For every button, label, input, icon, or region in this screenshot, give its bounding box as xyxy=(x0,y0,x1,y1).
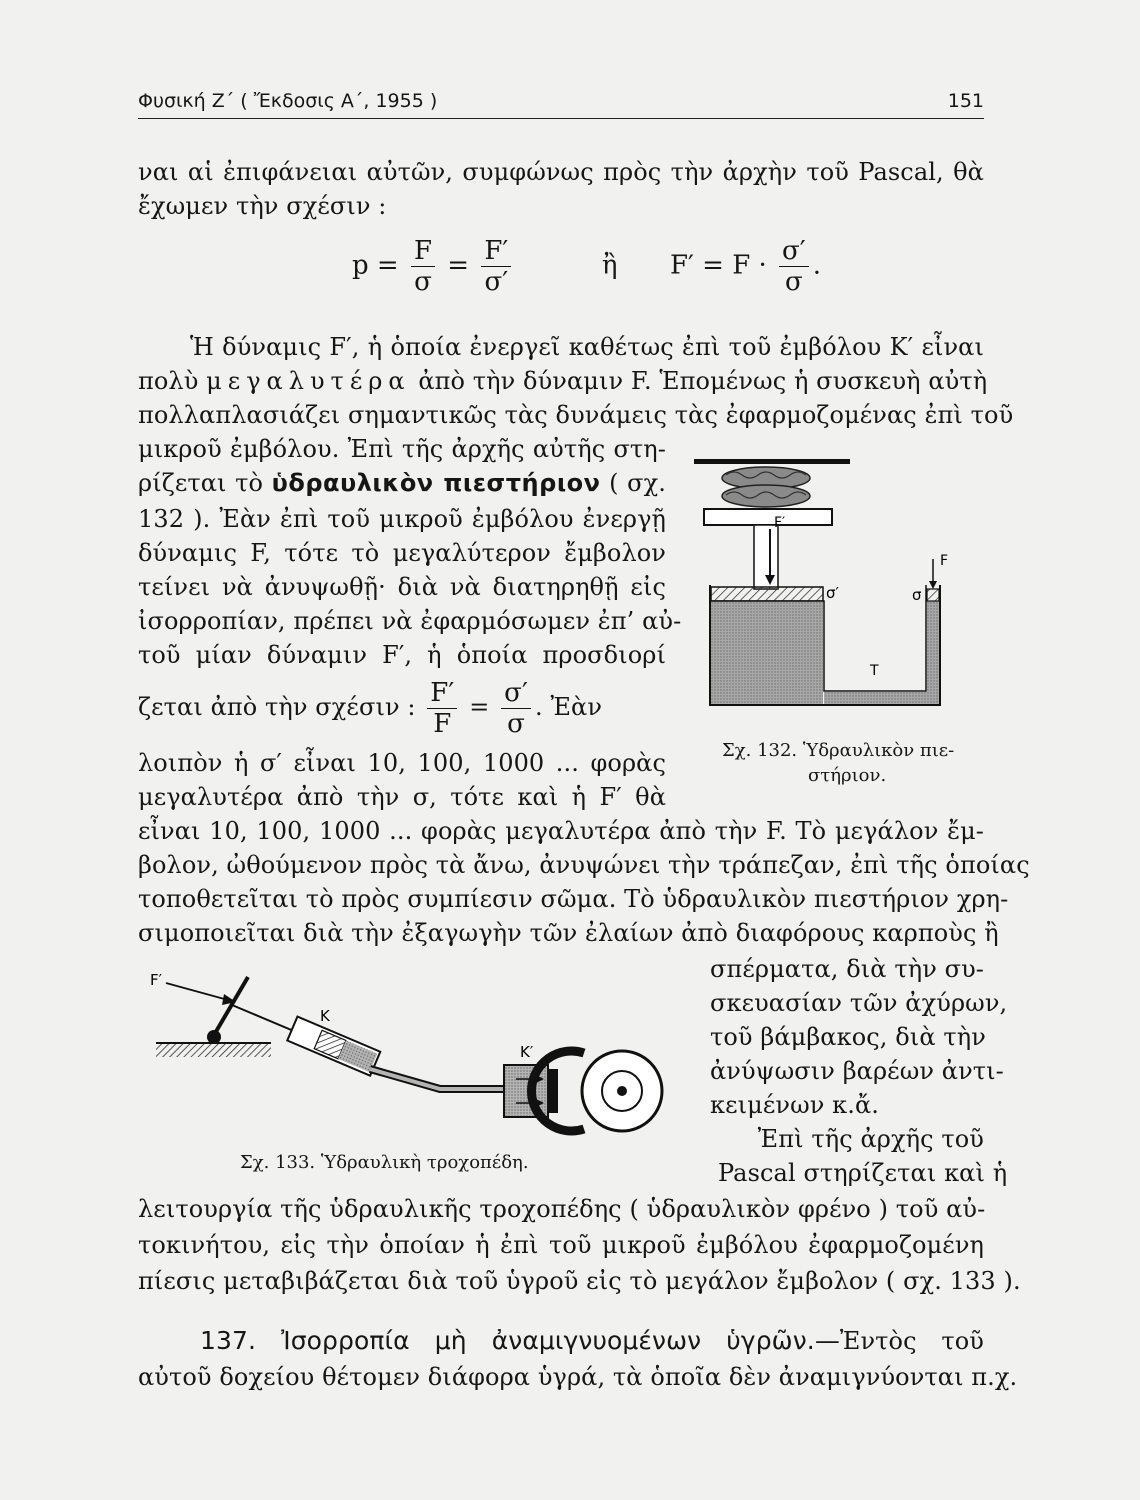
brake-line-pipe xyxy=(370,1069,504,1089)
formula-symbol: = xyxy=(469,693,490,721)
figure-133-caption: Σχ. 133. Ὑδραυλικὴ τροχοπέδη. xyxy=(240,1152,529,1173)
fraction xyxy=(501,678,531,739)
text-line: ναι αἱ ἐπιφάνειαι αὐτῶν, συμφώνως πρὸς τὴν ἀρχὴν τοῦ Pascal, θὰ xyxy=(138,158,984,186)
text-line: τοῦ βάμβακος, διὰ τὴν xyxy=(710,1023,986,1051)
label-sigma-prime: σ′ xyxy=(826,584,839,602)
text-span: πολὺ xyxy=(138,367,199,395)
label-k-prime: K′ xyxy=(520,1043,534,1061)
formula-symbol: ἢ xyxy=(601,250,618,281)
text-line: κειμένων κ.ἄ. xyxy=(710,1091,880,1119)
text-line: ἰσορροπίαν, πρέπει νὰ ἐφαρμόσωμεν ἐπ’ αὐ- xyxy=(138,607,682,635)
formula-symbol: . xyxy=(812,250,821,281)
formula-symbol: . xyxy=(535,693,543,721)
fraction-numerator: F′ xyxy=(481,236,511,267)
text-line-with-formula xyxy=(138,674,666,740)
fraction-numerator: σ′ xyxy=(501,678,531,709)
figure-132-hydraulic-press xyxy=(690,455,990,720)
text-line: ἀνύψωσιν βαρέων ἀντι- xyxy=(710,1057,1004,1085)
text-line: πίεσις μεταβιβάζεται διὰ τοῦ ὑγροῦ εἰς τὸ μεγάλον ἔμβολον ( σχ. 133 ). xyxy=(138,1267,1021,1295)
text-span: ( σχ. xyxy=(609,469,667,497)
arrow-head-icon xyxy=(929,581,937,589)
fraction-denominator: F xyxy=(433,709,452,739)
text-line: σκευασίαν τῶν ἀχύρων, xyxy=(710,989,1008,1017)
running-header xyxy=(138,88,984,119)
text-line: τοκινήτου, εἰς τὴν ὁποίαν ἡ ἐπὶ τοῦ μικροῦ ἐμβόλου ἐφαρμοζομένη xyxy=(138,1231,984,1259)
force-f-prime-arrow xyxy=(166,983,228,1000)
compressed-bales xyxy=(722,467,810,507)
text-line: αὐτοῦ δοχείου θέτομεν διάφορα ὑγρά, τὰ ὁποῖα δὲν ἀναμιγνύονται π.χ. xyxy=(138,1363,1018,1391)
text-line: σιμοποιεῖται διὰ τὴν ἐξαγωγὴν τῶν ἐλαίων ἀπὸ διαφόρους καρποὺς ἢ xyxy=(138,919,999,947)
figure-132-caption-line1: Σχ. 132. Ὑδραυλικὸν πιε- xyxy=(722,740,955,761)
fraction-numerator: σ′ xyxy=(779,236,809,267)
label-sigma: σ xyxy=(912,586,922,604)
fraction-numerator: F′ xyxy=(427,678,457,709)
text-line: Pascal στηρίζεται καὶ ἡ xyxy=(718,1159,1008,1187)
fraction xyxy=(779,236,809,297)
text-line xyxy=(138,330,984,364)
text-span: ἀπὸ τὴν δύναμιν F. Ἑπομένως ἡ συσκευὴ αὐτὴ xyxy=(418,367,988,395)
text-line: μικροῦ ἐμβόλου. Ἐπὶ τῆς ἀρχῆς αὐτῆς στη- xyxy=(138,435,666,463)
wheel-cylinder xyxy=(504,1065,548,1117)
floor-ground xyxy=(156,1043,271,1057)
text-line: 132 ). Ἐὰν ἐπὶ τοῦ μικροῦ ἐμβόλου ἐνεργῇ xyxy=(138,505,666,533)
fraction xyxy=(427,678,457,739)
header-title: Φυσική Ζ΄ ( Ἔκδοσις Α΄, 1955 ) xyxy=(138,90,438,112)
wheel-axle xyxy=(617,1086,627,1096)
text-line: τοῦ μίαν δύναμιν F′, ἡ ὁποία προσδιορί xyxy=(138,641,666,669)
text-span: Ἐντὸς τοῦ xyxy=(839,1327,984,1355)
large-piston-rod xyxy=(754,525,778,589)
fraction-numerator: F xyxy=(411,236,435,267)
small-piston xyxy=(927,589,939,601)
fraction xyxy=(411,236,435,297)
section-title: 137. Ἰσορροπία μὴ ἀναμιγνυομένων ὑγρῶν.— xyxy=(200,1326,840,1355)
text-line: σπέρματα, διὰ τὴν συ- xyxy=(710,955,984,983)
text-line: ἔχωμεν τὴν σχέσιν : xyxy=(138,192,387,220)
bold-term: ὑδραυλικὸν πιεστήριον xyxy=(271,469,601,497)
text-line: λοιπὸν ἡ σ′ εἶναι 10, 100, 1000 ... φορὰς xyxy=(138,749,666,777)
brake-pedal-lever xyxy=(214,977,248,1035)
text-span: Ἡ δύναμις F′, ἡ ὁποία ἐνεργεῖ καθέτως ἐπὶ τοῦ ἐμβόλου Κ′ εἶναι xyxy=(190,333,984,361)
fluid-small-column xyxy=(927,601,939,693)
text-line: μεγαλυτέρα ἀπὸ τὴν σ, τότε καὶ ἡ F′ θὰ xyxy=(138,783,666,811)
text-line: τοποθετεῖται τὸ πρὸς συμπίεσιν σῶμα. Τὸ ὑδραυλικὸν πιεστήριον χρη- xyxy=(138,885,1009,913)
pedal-pivot xyxy=(207,1030,221,1044)
formula-pascal xyxy=(352,236,821,297)
text-span: ζεται ἀπὸ τὴν σχέσιν : xyxy=(138,693,416,721)
figure-132-caption-line2: στήριον. xyxy=(808,765,887,786)
label-t: T xyxy=(870,663,879,679)
label-f-prime: F′ xyxy=(150,971,163,989)
text-span: Ἐὰν xyxy=(550,693,603,721)
formula-symbol: p xyxy=(352,250,369,281)
fraction-denominator: σ xyxy=(507,709,525,739)
fraction xyxy=(481,236,511,297)
press-top-bar xyxy=(694,459,850,464)
text-line: βολον, ὠθούμενον πρὸς τὰ ἄνω, ἀνυψώνει τὴν τράπεζαν, ἐπὶ τῆς ὁποίας xyxy=(138,851,1030,879)
text-line xyxy=(138,364,988,398)
text-line: εἶναι 10, 100, 1000 ... φορὰς μεγαλυτέρα ἀπὸ τὴν F. Τὸ μεγάλον ἔμ- xyxy=(138,817,984,845)
section-heading-line xyxy=(138,1324,984,1358)
master-cylinder xyxy=(287,1017,380,1076)
fraction-denominator: σ′ xyxy=(484,267,509,297)
fluid-connecting-tube xyxy=(824,692,939,704)
label-f: F xyxy=(940,553,949,569)
fraction-denominator: σ xyxy=(785,267,803,297)
text-span: ρίζεται τὸ xyxy=(138,469,264,497)
text-line: λειτουργία τῆς ὑδραυλικῆς τροχοπέδης ( ὑδραυλικὸν φρένο ) τοῦ αὐ- xyxy=(138,1195,986,1223)
label-f-prime: F′ xyxy=(774,515,786,531)
formula-symbol: = xyxy=(376,250,399,281)
emphasized-word: μεγαλυτέρα xyxy=(206,367,411,395)
text-line: δύναμις F, τότε τὸ μεγαλύτερον ἔμβολον xyxy=(138,539,666,567)
fluid-large-chamber xyxy=(711,601,823,704)
text-line: τείνει νὰ ἀνυψωθῇ· διὰ νὰ διατηρηθῇ εἰς xyxy=(138,573,666,601)
formula-symbol: = xyxy=(447,250,470,281)
large-piston xyxy=(711,587,823,601)
fraction-denominator: σ xyxy=(414,267,432,297)
page-number: 151 xyxy=(947,90,984,112)
text-line: Ἐπὶ τῆς ἀρχῆς τοῦ xyxy=(757,1125,984,1153)
brake-piston xyxy=(548,1069,558,1113)
label-k: K xyxy=(320,1007,330,1025)
press-table xyxy=(704,509,832,525)
figure-133-hydraulic-brake xyxy=(148,965,678,1145)
formula-symbol: F′ = F · xyxy=(669,250,767,281)
text-line xyxy=(138,466,666,500)
text-line: πολλαπλασιάζει σημαντικῶς τὰς δυνάμεις τὰς ἐφαρμοζομένας ἐπὶ τοῦ xyxy=(138,401,1014,429)
